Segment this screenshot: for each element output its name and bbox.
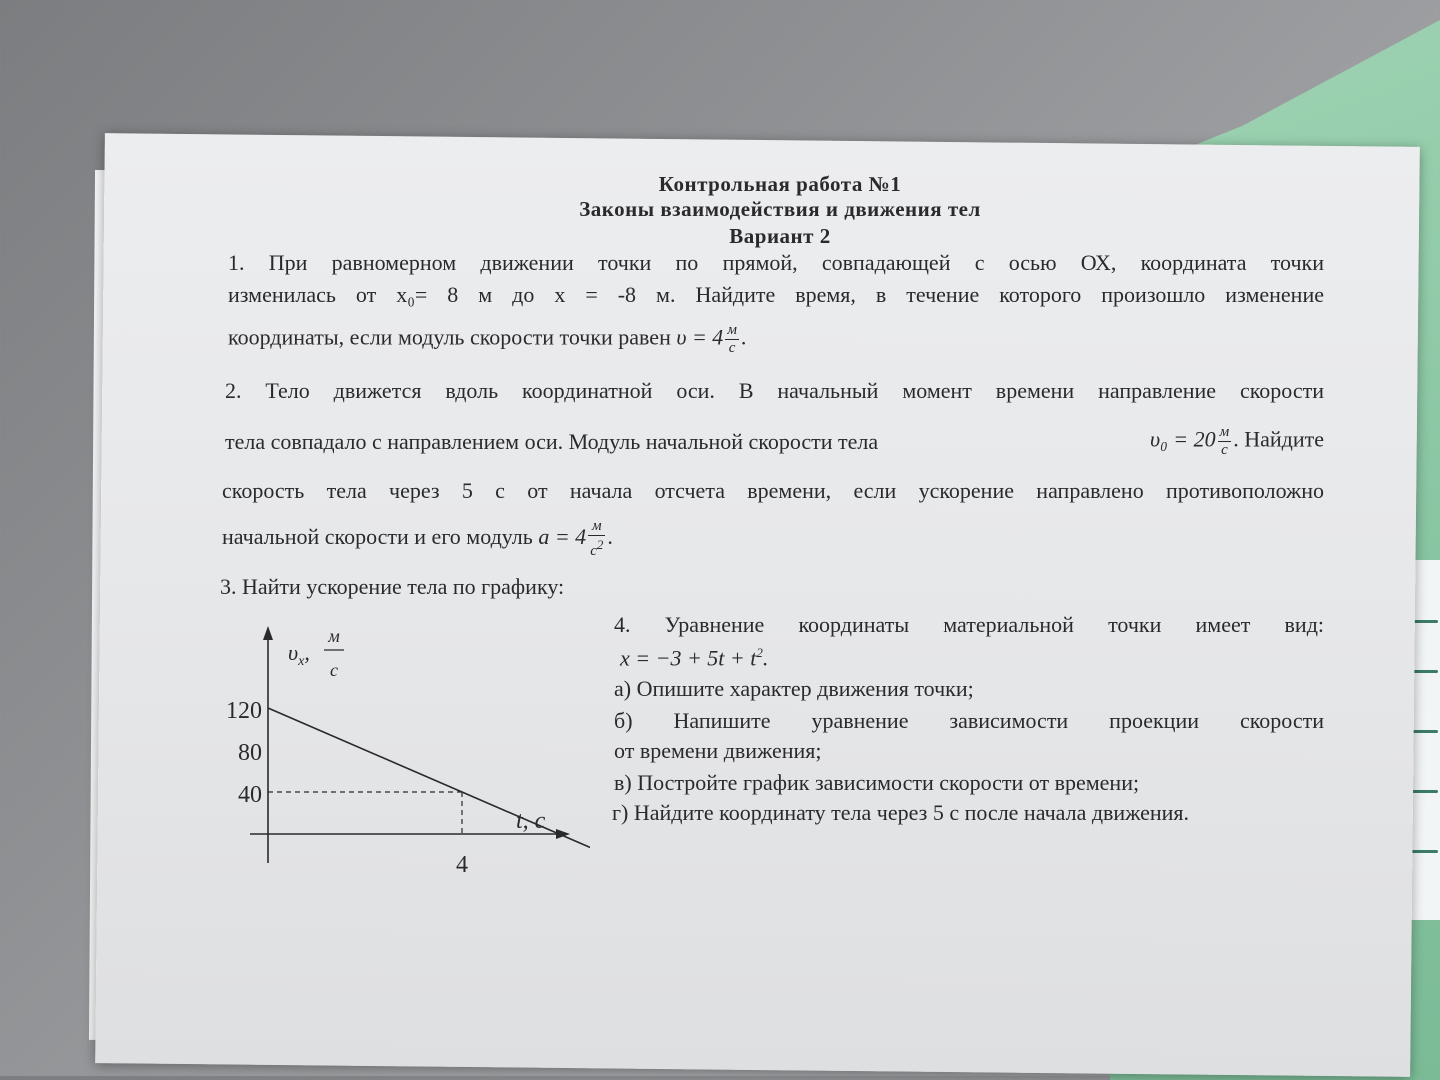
task4-item-a: а) Опишите характер движения точки; [614, 676, 974, 701]
accel-formula-fraction [588, 518, 605, 560]
task1-line2: изменилась от x₀= 8 м до x = -8 м. Найдите время, в течение которого произошло изменение [228, 282, 1324, 307]
task2-line2-text: тела совпадало с направлением оси. Модуль начальной скорости тела [225, 428, 879, 454]
task2-line3: скорость тела через 5 с от начала отсчета времени, если ускорение направлено противоположно [222, 478, 1324, 503]
page-title: Контрольная работа №1 [658, 172, 902, 196]
accel-formula-num: м [588, 518, 605, 536]
task1-line3 [228, 322, 746, 357]
task4-item-d: г) Найдите координату тела через 5 с после начала движения. [612, 800, 1190, 825]
speed-formula-lhs: υ = 4 [676, 324, 724, 350]
accel-formula-den-power: 2 [596, 537, 604, 552]
accel-formula-end: . [607, 524, 613, 550]
page-subtitle: Законы взаимодействия и движения тел [579, 197, 981, 221]
v0-formula-fraction [1218, 424, 1232, 459]
variant-label: Вариант 2 [729, 224, 831, 248]
task1-line1: 1. При равномерном движении точки по прямой, совпадающей с осью ОХ, координата точки [228, 250, 1324, 275]
task4-equation-power: 2 [756, 645, 763, 660]
task4-item-c: в) Постройте график зависимости скорости от времени; [614, 770, 1140, 795]
task4-equation [620, 645, 768, 671]
v0-formula-num: м [1219, 424, 1230, 440]
velocity-time-graph [210, 620, 590, 880]
y-axis-arrow [263, 626, 273, 640]
speed-formula-fraction [725, 322, 739, 357]
speed-formula-end: . [740, 324, 747, 350]
x-tick-label-4: 4 [456, 852, 468, 878]
accel-formula-den [588, 536, 605, 560]
task4-equation-body: x = −3 + 5t + t [620, 645, 757, 671]
task3-text: 3. Найти ускорение тела по графику: [220, 574, 565, 599]
y-axis-unit-num: м [328, 626, 340, 646]
task2-line2 [225, 424, 1324, 459]
task4-line1: 4. Уравнение координаты материальной точки имеет вид: [614, 612, 1324, 637]
task1-line3-text: координаты, если модуль скорости точки равен [228, 324, 671, 350]
task2-line1: 2. Тело движется вдоль координатной оси. В начальный момент времени направление скорости [225, 378, 1324, 403]
speed-formula-den: с [728, 340, 736, 356]
accel-formula-den-base: с [590, 543, 597, 559]
task4-item-b-line2: от времени движения; [614, 738, 822, 763]
y-axis-unit-den: с [330, 660, 338, 680]
v0-formula-den: с [1221, 442, 1228, 458]
accel-formula-lhs: a = 4 [538, 524, 587, 550]
task2-line4 [222, 518, 613, 560]
task4-equation-end: . [762, 645, 769, 671]
y-axis-label: $\upsilon_x$, [288, 640, 310, 669]
task2-line4-text: начальной скорости и его модуль [222, 524, 533, 550]
y-tick-label-80: 80 [238, 740, 262, 766]
task4-item-b-line1: б) Напишите уравнение зависимости проекции скорости [614, 708, 1324, 733]
y-tick-label-120: 120 [226, 698, 262, 724]
x-axis-label: t, с [516, 808, 546, 834]
speed-formula-num: м [727, 322, 737, 338]
v0-formula-lhs: υ₀ = 20 [1150, 426, 1216, 452]
y-tick-label-40: 40 [238, 782, 262, 808]
task2-line2-end: . Найдите [1233, 426, 1324, 452]
